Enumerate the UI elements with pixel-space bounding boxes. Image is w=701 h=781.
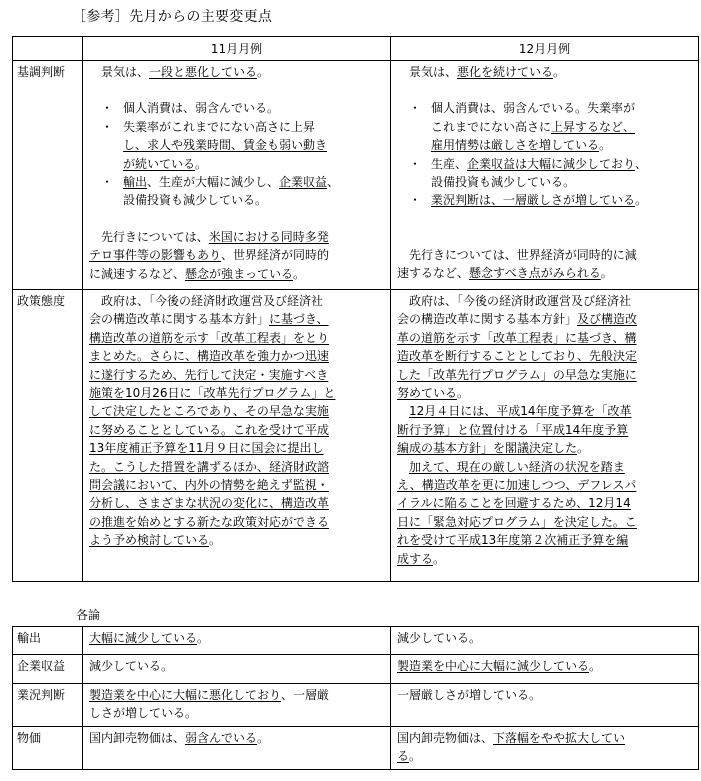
table-row <box>13 627 699 655</box>
list-item: ・ 個人消費は、弱含んでいる。 <box>89 99 382 117</box>
page-title: ［参考］先月からの主要変更点 <box>72 9 273 25</box>
row-december: 製造業を中心に大幅に減少している。 <box>391 655 699 684</box>
table-row <box>13 655 699 684</box>
row-december: 一層厳しさが増している。 <box>391 684 699 727</box>
table-row <box>13 727 699 770</box>
table-row-kicho <box>13 61 699 290</box>
row-december: 減少している。 <box>391 627 699 655</box>
list-item: ・ 失業率がこれまでにない高さに上昇 し、求人や残業時間、賃金も弱い動き が続いている。 <box>89 118 382 173</box>
kakuron-table <box>12 626 699 770</box>
header-december: 12月月例 <box>391 37 699 61</box>
seisaku-november-cell: 政府は、「今後の経済財政運営及び経済社 会の構造改革に関する基本方針」に基づき、 構造改革の道筋を示す「改革工程表」をとり まとめた。さらに、構造改革を強力かつ迅速 に遂行するため、先行して決定・実施すべき 施策を10月26日に「改革先行プログラム」と して決定したところであり、その早急な実施 に努めることとしている。これを受けて平成 13年度補正予算を11月９日に国会に提出し た。こうした措置を講ずるほか、経済財政諮 問会議において、内外の情勢を絶えず監視・ 分析し、さまざまな状況の変化に、構造改革 の推進を始めとする新たな政策対応ができる よう予め検討している。 <box>83 290 391 582</box>
table-row <box>13 684 699 727</box>
main-comparison-table <box>12 36 699 582</box>
list-item: ・ 個人消費は、弱含んでいる。失業率が これまでにない高さに上昇するなど、 雇用情勢は厳しさを増している。 <box>397 99 690 154</box>
row-november: 減少している。 <box>83 655 391 684</box>
table-header-row <box>13 37 699 61</box>
row-label: 物価 <box>13 727 83 770</box>
row-label: 業況判断 <box>13 684 83 727</box>
row-label-seisaku: 政策態度 <box>13 290 83 582</box>
header-november: 11月月例 <box>83 37 391 61</box>
row-december: 国内卸売物価は、下落幅をやや拡大してい る。 <box>391 727 699 770</box>
list-item: ・ 輸出、生産が大幅に減少し、企業収益、 設備投資も減少している。 <box>89 173 382 210</box>
row-label-kicho: 基調判断 <box>13 61 83 290</box>
kicho-november-cell: 景気は、一段と悪化している。 ・ 個人消費は、弱含んでいる。 ・ 失業率がこれまでにない高さに上昇 し、求人や残業時間、賃金も弱い動き が続いている。 ・ 輸出、生産が大幅に減少し、企業収益、 設備投資も減少している。 先行きについては、米国における同時多発 テロ事件等の影響もあり、世界経済が同時的 に減速するなど、懸念が強まっている。 <box>83 61 391 290</box>
kicho-december-cell: 景気は、悪化を続けている。 ・ 個人消費は、弱含んでいる。失業率が これまでにない高さに上昇するなど、 雇用情勢は厳しさを増している。 ・ 生産、企業収益は大幅に減少しており、 設備投資も減少している。 ・ 業況判断は、一層厳しさが増している。 先行きについては、世界経済が同時的に減 速するなど、懸念すべき点がみられる。 <box>391 61 699 290</box>
row-label: 輸出 <box>13 627 83 655</box>
row-november: 製造業を中心に大幅に悪化しており、一層厳 しさが増している。 <box>83 684 391 727</box>
row-november: 国内卸売物価は、弱含んでいる。 <box>83 727 391 770</box>
header-empty <box>13 37 83 61</box>
row-november: 大幅に減少している。 <box>83 627 391 655</box>
table-row-seisaku <box>13 290 699 582</box>
list-item: ・ 業況判断は、一層厳しさが増している。 <box>397 191 690 209</box>
row-label: 企業収益 <box>13 655 83 684</box>
list-item: ・ 生産、企業収益は大幅に減少しており、 設備投資も減少している。 <box>397 155 690 192</box>
seisaku-december-cell: 政府は、「今後の経済財政運営及び経済社 会の構造改革に関する基本方針」及び構造改 革の道筋を示す「改革工程表」に基づき、構 造改革を断行することとしており、先般決定 した「改革先行プログラム」の早急な実施に 努めている。 12月４日には、平成14年度予算を「改革 断行予算」と位置付ける「平成14年度予算 編成の基本方針」を閣議決定した。 加えて、現在の厳しい経済の状況を踏ま え、構造改革を更に加速しつつ、デフレスパ イラルに陥ることを回避するため、12月14 日に「緊急対応プログラム」を決定した。こ れを受けて平成13年度第２次補正予算を編 成する。 <box>391 290 699 582</box>
section-title-kakuron: 各論 <box>76 608 101 622</box>
